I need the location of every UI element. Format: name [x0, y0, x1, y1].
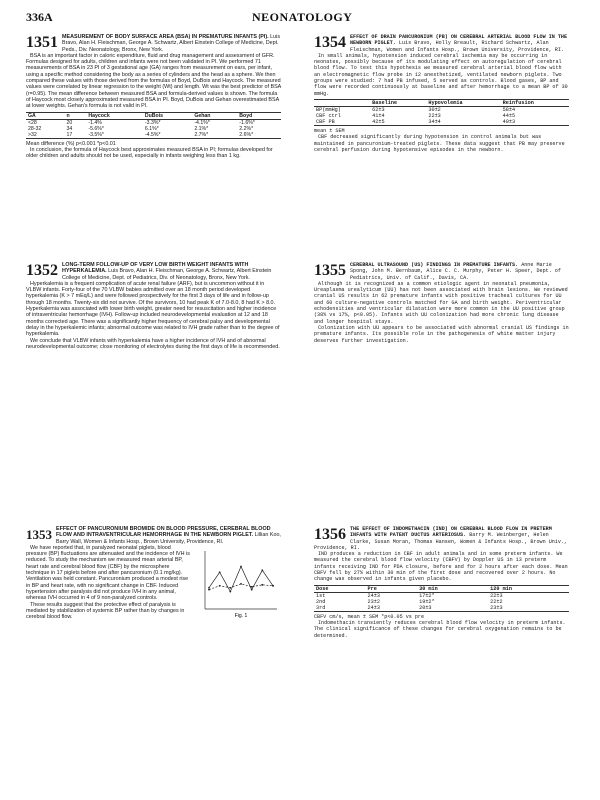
- table-cell: -5.6%*: [88, 125, 104, 132]
- table-cell: 58±4: [502, 106, 516, 113]
- column-header: Hypovolemia: [426, 99, 500, 106]
- data-point: [240, 565, 242, 567]
- data-point: [208, 587, 210, 589]
- table-cell: 28-32: [28, 125, 42, 132]
- abstract-title: THE EFFECT OF INDOMETHACIN (IND) ON CEREBRAL BLOOD FLOW IN PRETERM INFANTS WITH PATENT DUCTUS ARTERIOSUS.: [350, 526, 552, 539]
- table-cell: 34: [66, 125, 73, 132]
- table-cell: CBF PB: [314, 119, 370, 126]
- column-header: Dose: [314, 585, 366, 592]
- table-cell: BP(mmHg): [316, 106, 341, 113]
- right-column-middle: [314, 262, 569, 344]
- table-row: [26, 132, 281, 139]
- table-cell: 2.7%*: [192, 132, 237, 139]
- abstract-body: We have reported that, in paralyzed neonatal piglets, blood pressure (BP) fluctuations are attenuated and the incidence of IVH is reduced. To study the mechanism we measured mean arterial BP, heart rate and cerebral blood flow (CBF) by the microsphere technique in 17 piglets before and after pancuronium (0.1 mg/kg). Ventilation was held constant. Pancuronium produced a modest rise in BP and heart rate, with no significant change in CBF. Induced hypertension after paralysis did not produce IVH in any animal, whereas IVH occurred in 4 of 9 non-paralyzed controls.: [26, 544, 190, 602]
- abstract-authors: Luis Bravo, Alan H. Fleischman, George A. Schwartz, Albert Einstein College of Medicine, Dept. of Pediatrics, Div. of Neonatology, Bronx, New York.: [62, 268, 272, 281]
- abstract-number: 1356: [314, 526, 346, 543]
- abstract-conclusion: CBF decreased significantly during hypotension in control animals but was maintained in pancuronium-treated piglets. These data suggest that PB may preserve cerebral perfusion during hypotensive episodes in the newborn.: [314, 134, 565, 153]
- table-note: CBFV cm/s, mean ± SEM *p<0.05 vs pre: [314, 613, 425, 620]
- table-cell: 6.1%*: [144, 125, 159, 132]
- abstract-number: 1352: [26, 262, 58, 279]
- abstract-conclusion: Indomethacin transiently reduces cerebral blood flow velocity in preterm infants. The clinical significance of these changes for cerebral oxygenation remains to be determined.: [314, 619, 566, 639]
- table-cell: 20±3: [417, 605, 488, 612]
- column-header: Baseline: [370, 99, 426, 106]
- data-point: [261, 584, 263, 586]
- data-point: [251, 586, 253, 588]
- table-note: Mean difference (%) p<0.001 *p<0.01: [26, 140, 116, 147]
- column-header: 120 min: [488, 585, 569, 592]
- right-column-bottom: [314, 526, 569, 639]
- abstract-body: Hyperkalemia is a frequent complication of acute renal failure (ARF), but is uncommon without it in VLBW infants. Forty-four of the 70 VLBW babies admitted over an 18 month period developed hyperkalemia (K > 7 mEq/L) and were followed prospectively for the first 3 days of life and in follow-up through 18 months. Twenty-six did not survive. Of the survivors, 10 had peak K of 7.0-8.0, 8 had K > 8.0. Hyperkalemia was associated with lower birth weight, greater need for resuscitation and higher incidence of intraventricular hemorrhage (IVH). Follow-up included neurodevelopmental evaluation at 12 and 18 months corrected age. There was a significantly higher frequency of cerebral palsy and developmental delay in the hyperkalemic infants; abnormal outcome was related to IVH grade rather than to the degree of hyperkalemia.: [26, 280, 280, 338]
- table-cell: 62±3: [372, 106, 385, 113]
- table-cell: -4.1%*: [194, 119, 210, 126]
- abstract-number: 1355: [314, 262, 346, 279]
- data-point: [251, 589, 253, 591]
- data-point: [229, 587, 231, 589]
- abstract-title: MEASUREMENT OF BODY SURFACE AREA (BSA) IN PREMATURE INFANTS (PI).: [62, 34, 269, 40]
- table-cell: 1st: [316, 592, 326, 599]
- right-column: [314, 34, 569, 153]
- abstract-body: IND produces a reduction in CBF in adult animals and in some preterm infants. We measured the cerebral blood flow velocity (CBFV) by Doppler US in 13 preterm infants receiving IND for PDA closure, before and for 2 hours after each dose. Mean CBFV fell by 27% within 30 min of the first dose and recovered over 2 hours. No change was observed in infants given placebo.: [314, 551, 568, 583]
- data-point: [208, 589, 210, 591]
- table-cell: 30±2: [428, 106, 441, 113]
- table-cell: 17: [65, 132, 87, 139]
- abstract-body: In small animals, hypotension induced cerebral ischemia may be occurring in neonates, possibly because of its modulating effect on autoregulation of cerebral blood flow. To test this hypothesis we measured cerebral arterial blood flow with an electromagnetic flow probe in 12 anesthetized, ventilated newborn piglets. Two groups were studied: 7 had PB infused, 5 served as controls. Blood gases, BP and flow were recorded continuously at baseline and after hemorrhage to a mean BP of 30 mmHg.: [314, 52, 568, 97]
- table-cell: -3.3%*: [144, 119, 161, 126]
- table-cell: 34±4: [426, 119, 500, 126]
- table-cell: 24±3: [367, 592, 380, 599]
- left-column-bottom: [26, 526, 281, 621]
- left-column-middle: [26, 262, 281, 350]
- table-cell: 22±3: [428, 112, 441, 119]
- abstract-authors: Barry M. Weinberger, Helen Clarke, Susan Moran, Thomas Hansen, Women & Infants Hosp., Brown Univ., Providence, RI.: [314, 532, 568, 551]
- abstract-1355: [314, 262, 569, 344]
- abstract-body: Although it is recognized as a common etiologic agent in neonatal pneumonia, Ureaplasma urealyticum (UU) has not been associated with brain lesions. We reviewed cranial US results in 62 premature infants with positive tracheal cultures for UU and 60 culture-negative controls matched for GA and birth weight. Periventricular echodensities and ventricular dilatation were more common in the UU positive group (38% vs 17%, p<0.05). Infants with UU colonization had more chronic lung disease and longer hospital stays.: [314, 280, 568, 325]
- table-cell: 40±3: [501, 119, 569, 126]
- column-header: Gehan: [192, 112, 237, 119]
- series-line-control: [209, 566, 273, 591]
- data-point: [240, 583, 242, 585]
- table-cell: CBF ctrl: [316, 112, 341, 119]
- table-cell: 2nd: [316, 598, 326, 605]
- abstract-1351: [26, 34, 281, 159]
- table-cell: 24±3: [366, 605, 418, 612]
- table-cell: <28: [28, 119, 37, 126]
- table-cell: 2.6%*: [237, 132, 281, 139]
- table-cell: 41±4: [372, 112, 385, 119]
- abstract-authors: Luis Bravo, Alan H. Fleischman, George A. Schwartz, Albert Einstein College of Medicine, Dept. Peds., Div. Neonatology, Bronx, New York.: [62, 34, 281, 53]
- table-cell: -1.4%: [88, 119, 102, 126]
- table-cell: 22±3: [490, 592, 503, 599]
- column-header: 30 min: [417, 585, 488, 592]
- abstract-number: 1353: [26, 527, 52, 542]
- data-table: [26, 112, 281, 139]
- table-cell: 2.1%*: [194, 125, 209, 132]
- abstract-conclusion: We conclude that VLBW infants with hyperkalemia have a higher incidence of IVH and of abnormal neurodevelopmental outcome; close monitoring of electrolytes during the first days of life is recommended.: [26, 337, 280, 350]
- section-title: NEONATOLOGY: [252, 10, 353, 24]
- data-point: [272, 585, 274, 587]
- column-header: [314, 99, 370, 106]
- table-cell: -3.5%*: [86, 132, 143, 139]
- column-header: n: [65, 112, 87, 119]
- line-chart: [195, 547, 281, 619]
- data-point: [219, 571, 221, 573]
- table-cell: >32: [26, 132, 65, 139]
- abstract-1352: [26, 262, 281, 350]
- column-header: DuBois: [143, 112, 192, 119]
- left-column: [26, 34, 281, 159]
- table-cell: -1.6%*: [239, 119, 255, 126]
- abstract-authors: Lillian Koo, Barry Wall, Women & Infants Hosp., Brown University, Providence, RI.: [56, 532, 281, 545]
- column-header: Pre: [366, 585, 418, 592]
- column-header: Reinfusion: [501, 99, 569, 106]
- abstract-conclusion: These results suggest that the protective effect of paralysis is mediated by stabilization of systemic BP rather than by changes in cerebral blood flow.: [26, 601, 185, 621]
- table-row: [314, 119, 569, 126]
- table-note: mean ± SEM: [314, 127, 345, 134]
- abstract-body: BSA is an important factor in caloric expenditure, fluid and drug management and assessment of GFR. Formulas designed for adults, children and infants were not been validated in PI. We performed 71 measurements of BSA in 23 PI of 3 gestational age (GA) ranges from measurement on ears, per infant, using a specific method considering the body as a series of cylinders and the head as a sphere. We then compared these values with those derived from the formulas of Boyd, DuBois and Haycock. The measured values were correlated by linear regression to the weight (Wt) and length. Wt was the best predictor of BSA (r=0.95). The mean difference between measured BSA and formula-derived values is shown. The formula of Haycock most closely approximated measured BSA in PI. Boyd, DuBois and Gehan overestimated BSA at lower weights. Gehan's formula is not valid in PI.: [26, 52, 281, 110]
- data-table: [314, 585, 569, 612]
- table-cell: 17±2*: [419, 592, 435, 599]
- table-cell: 42±5: [370, 119, 426, 126]
- page-number: 336A: [26, 10, 53, 24]
- table-cell: 3rd: [314, 605, 366, 612]
- column-header: GA: [26, 112, 65, 119]
- table-cell: -4.5%*: [143, 132, 192, 139]
- data-point: [219, 585, 221, 587]
- table-cell: 2.2%*: [239, 125, 254, 132]
- table-cell: 44±5: [502, 112, 516, 119]
- abstract-conclusion: In conclusion, the formula of Haycock best approximates measured BSA in PI; formulas developed for older children and adults should not be used, especially in infants weighing less than 1 kg.: [26, 146, 273, 160]
- abstract-conclusion: Colonization with UU appears to be associated with abnormal cranial US findings in premature infants. Its possible role in the pathogenesis of white matter injury deserves further investigation.: [314, 324, 569, 344]
- data-point: [229, 591, 231, 593]
- figure-caption: Fig. 1: [234, 612, 248, 619]
- column-header: Haycock: [86, 112, 143, 119]
- abstract-title: LONG-TERM FOLLOW-UP OF VERY LOW BIRTH WEIGHT INFANTS WITH HYPERKALEMIA.: [62, 262, 249, 275]
- table-cell: 22±2: [490, 598, 503, 605]
- abstract-authors: Luis Bravo, Holly Breault, Richard Schwartz, Alan Fleischman, Women and Infants Hosp., Brown University, Providence, RI.: [350, 40, 564, 53]
- abstract-title: CEREBRAL ULTRASOUND (US) FINDINGS IN PREMATURE INFANTS.: [350, 262, 519, 268]
- abstract-title: EFFECT OF PANCURONIUM BROMIDE ON BLOOD PRESSURE, CEREBRAL BLOOD FLOW AND INTRAVENTRICULAR HEMORRHAGE IN THE NEWBORN PIGLET.: [56, 526, 271, 539]
- abstract-authors: Anne Marie Spong, John M. Bernbaum, Alice C. C. Murphy, Peter H. Speer, Dept. of Pediatrics, Univ. of Calif., Davis, CA.: [350, 262, 561, 281]
- table-cell: 19±2*: [419, 598, 435, 605]
- table-cell: 20: [66, 119, 73, 126]
- data-point: [261, 569, 263, 571]
- abstract-1356: [314, 526, 569, 639]
- table-cell: 23±2: [367, 598, 380, 605]
- table-row: [314, 605, 569, 612]
- column-header: Boyd: [237, 112, 281, 119]
- abstract-1353: [26, 526, 281, 621]
- table-cell: 23±3: [488, 605, 569, 612]
- abstract-number: 1354: [314, 34, 346, 51]
- abstract-number: 1351: [26, 34, 58, 51]
- abstract-1354: [314, 34, 569, 153]
- abstract-title: EFFECT OF DRAIN PANCURONIUM (PB) ON CEREBRAL ARTERIAL BLOOD FLOW IN THE NEWBORN PIGLET.: [350, 34, 568, 47]
- data-table: [314, 99, 569, 126]
